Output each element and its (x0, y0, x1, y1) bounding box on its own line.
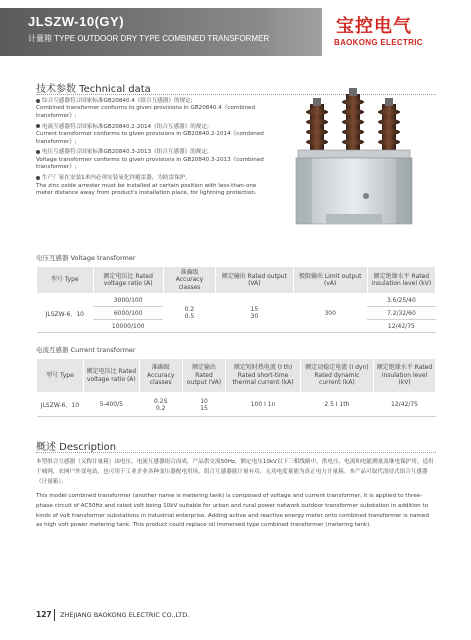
voltage-table (36, 266, 436, 333)
description-cn: 本型组合互感器（又称计量箱）由电压、电流互感器组合而成。产品供交流50Hz，额定电压10kV以下三相线路中，供电压、电流和电能测量及继电保护用。适用于城网，农网户外变电站，也可用于工业企业各种变压器配电用场，组合互感器能计量有功、无功电度量能为真正电力计量箱。本产品可取代浇浸式组合互感器（计量箱）。 (36, 459, 434, 485)
tech-section-title: 技术参数 Technical data (36, 84, 151, 95)
current-table-label: 电流互感器 Current transformer (36, 346, 136, 354)
list-item (36, 175, 266, 197)
col-header: 准确级 Accuracy classes (163, 267, 215, 294)
output-cell (182, 393, 226, 417)
col-header: 额定短时热电流 (I th) Rated short-time thermal current (kA) (226, 359, 301, 393)
bullet-en: Voltage transformer conforms to given provisions in GB20840.3-2013《combined transformer》; (36, 156, 264, 171)
tech-bullets (36, 98, 266, 201)
col-header: 额定输出 Rated output (VA) (182, 359, 226, 393)
bullet-en: Current transformer conforms to given provisions in GB20840.2-2014《combined transformer》; (36, 131, 264, 145)
description-section-title: 概述 Description (36, 442, 117, 453)
insulation-cell: 12/42/75 (374, 393, 436, 417)
table-header-row (37, 359, 436, 393)
current-table (36, 358, 436, 417)
ratio-cell: 6000/100 (93, 307, 163, 320)
bullet-cn: 电流互感器符合国家标准GB20840.2-2014《组合互感器》的规定; (42, 123, 209, 130)
col-header: 型号 Type (37, 267, 94, 294)
bullet-en: The zinc oxide arrester must be installed at certain position with less-than-one meter distance away from product's installation place, for lightning protection. (36, 182, 257, 196)
section-divider (36, 452, 436, 453)
table-row (37, 393, 436, 417)
page-number: 127 (36, 610, 52, 619)
limit-cell: 300 (293, 294, 367, 333)
voltage-table-label: 电压互感器 Voltage transformer (36, 254, 136, 262)
output-value: 15 (250, 306, 259, 313)
col-header: 额定电压比 Rated voltage ratio (A) (83, 359, 139, 393)
accuracy-value: 0.2 (155, 404, 166, 412)
col-header: 额定电压比 Rated voltage ratio (A) (93, 267, 163, 294)
bullet-cn: 电压互感器符合国家标准GB20840.3-2013《组合互感器》的规定; (42, 149, 209, 156)
bullet-icon (36, 176, 40, 180)
insulation-cell: 12/42/75 (367, 320, 435, 333)
type-cell: JLSZW-6、10 (37, 393, 84, 417)
ratio-cell: 5-400/5 (83, 393, 139, 417)
footer-divider (54, 609, 55, 621)
output-value: 30 (250, 313, 259, 320)
list-item (36, 149, 266, 171)
list-item (36, 124, 266, 146)
accuracy-cell (139, 393, 182, 417)
bullet-cn: 综合互感器符合国家标准GB20840.4《组合互感器》的规定; (42, 98, 193, 104)
brand-logo-en: BAOKONG ELECTRIC (334, 38, 423, 47)
list-item (36, 98, 266, 120)
bullet-icon (36, 124, 40, 128)
col-header: 额定绝缘水平 Rated insulation level (kV) (374, 359, 436, 393)
col-header: 额定动稳定电流 (I dyn) Rated dynamic current (kA) (300, 359, 373, 393)
col-header: 型号 Type (37, 359, 84, 393)
accuracy-cell (163, 294, 215, 333)
col-header: 准确级 Accuracy classes (139, 359, 182, 393)
output-value: 10 (200, 397, 208, 405)
description-en: This model combined transformer (another name is metering tank) is composed of voltage and current transformer, it is applied to three-phase circuit of AC50Hz and rated volt being 10kV suitable for urban and rural power network outdoor transformer substation in addition to kinds of volt transformer substations in industrial enterprise. Adding active and reactive energy meter onto combined transformer is named as high volt power metering tank. This product could replace oil immersed type combined transformer (metering tank). (36, 493, 429, 529)
col-header: 极限输出 Limit output (vA) (293, 267, 367, 294)
bullet-icon (36, 150, 40, 154)
output-value: 15 (200, 404, 208, 412)
thermal-cell: 100 I 1n (226, 393, 301, 417)
bullet-cn: 生产厂家在安装1米内必须安装氧化锌避雷器，为防雷保护。 (42, 175, 191, 182)
ratio-cell: 10000/100 (93, 320, 163, 333)
col-header: 额定绝缘水平 Rated insulation level (kV) (367, 267, 435, 294)
dynamic-cell: 2.5 I 1th (300, 393, 373, 417)
page-header (0, 0, 471, 60)
col-header: 额定输出 Rated output (VA) (216, 267, 294, 294)
ratio-cell: 3000/100 (93, 294, 163, 307)
insulation-cell: 3.6/25/40 (367, 294, 435, 307)
output-cell (216, 294, 294, 333)
table-row (37, 294, 436, 307)
brand-logo-cn: 宝控电气 (336, 16, 412, 37)
bullet-en: Combined transformer conforms to given provisions in GB20840.4《combined transformer》; (36, 105, 255, 119)
accuracy-value: 0.2S (154, 397, 168, 405)
company-name: ZHEJIANG BAOKONG ELECTRIC CO.,LTD. (60, 611, 190, 619)
table-header-row (37, 267, 436, 294)
accuracy-value: 0.2 (184, 306, 195, 313)
product-image (282, 84, 430, 234)
type-cell: JLSZW-6、10 (37, 294, 94, 333)
product-subtitle: 计量箱 TYPE OUTDOOR DRY TYPE COMBINED TRANSFORMER (28, 34, 270, 43)
accuracy-value: 0.5 (184, 313, 195, 320)
product-model: JLSZW-10(GY) (28, 14, 125, 29)
bullet-icon (36, 99, 40, 103)
insulation-cell: 7.2/32/60 (367, 307, 435, 320)
